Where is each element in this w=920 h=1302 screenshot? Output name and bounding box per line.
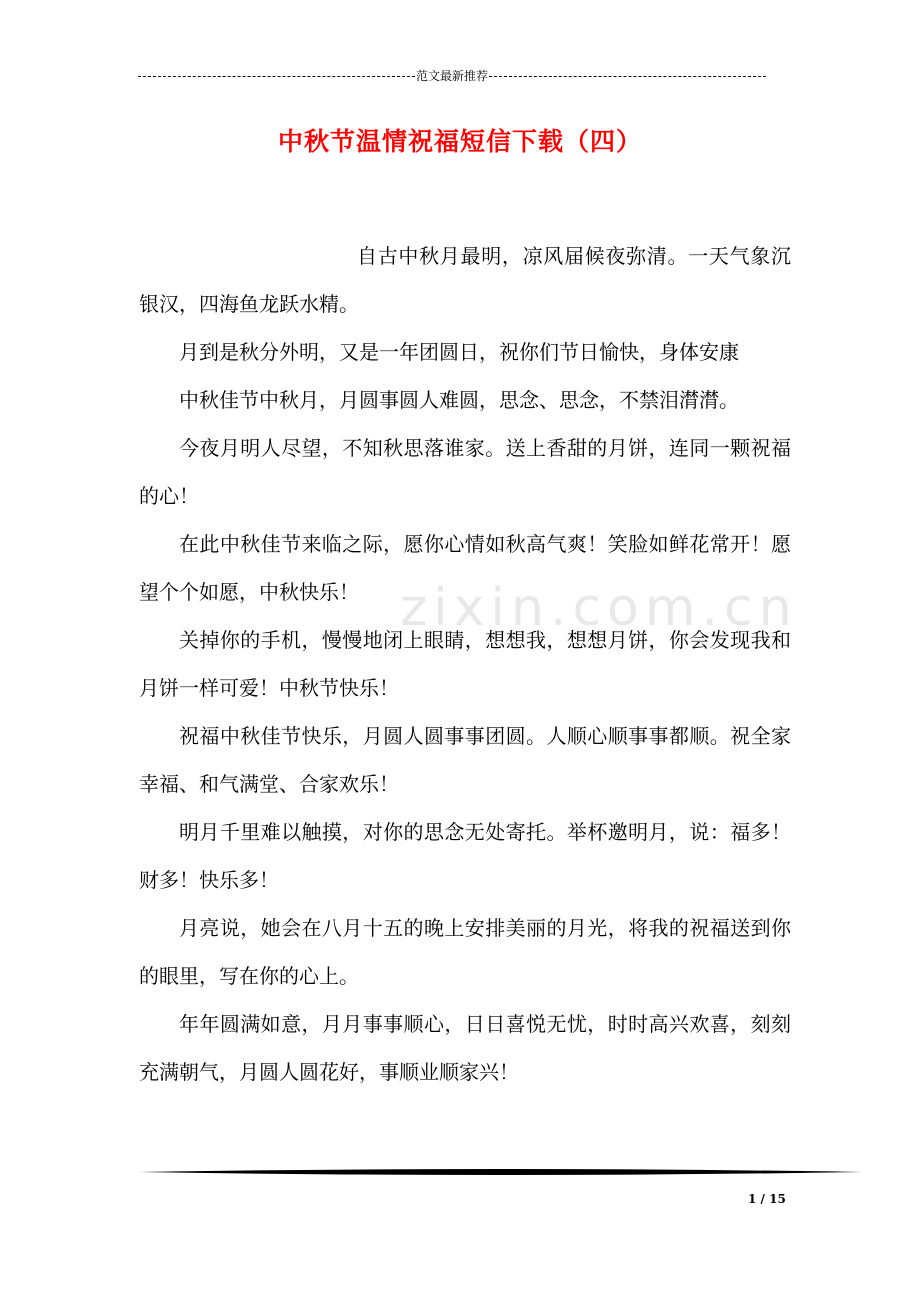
paragraph-2: 月到是秋分外明，又是一年团圆日，祝你们节日愉快，身体安康 [179,340,739,364]
header-dash-right [489,76,766,77]
header-label: 范文最新推荐 [416,69,489,83]
paragraph-3: 中秋佳节中秋月，月圆事圆人难圆，思念、思念，不禁泪潸潸。 [179,388,739,412]
paragraph-8: 明月千里难以触摸，对你的思念无处寄托。举杯邀明月，说：福多！财多！快乐多！ [139,820,791,892]
paragraph-4: 今夜月明人尽望，不知秋思落谁家。送上香甜的月饼，连同一颗祝福的心！ [139,436,791,508]
paragraph-1: 自古中秋月最明，凉风届候夜弥清。一天气象沉银汉，四海鱼龙跃水精。 [139,244,791,316]
paragraph-5: 在此中秋佳节来临之际，愿你心情如秋高气爽！笑脸如鲜花常开！愿望个个如愿，中秋快乐！ [139,532,791,604]
paragraph-7: 祝福中秋佳节快乐，月圆人圆事事团圆。人顺心顺事事都顺。祝全家幸福、和气满堂、合家欢乐！ [139,724,791,796]
paragraph-10: 年年圆满如意，月月事事顺心，日日喜悦无忧，时时高兴欢喜，刻刻充满朝气，月圆人圆花好，事顺业顺家兴！ [139,1012,791,1084]
paragraph-6: 关掉你的手机，慢慢地闭上眼睛，想想我，想想月饼，你会发现我和月饼一样可爱！中秋节快乐！ [139,628,791,700]
page-number: 1 / 15 [748,1192,786,1206]
page-header [138,68,766,84]
header-dash-left [138,76,415,77]
document-title: 中秋节温情祝福短信下载（四） [277,127,642,156]
watermark: zixin.com.cn [400,578,798,638]
footer-rule [139,1166,863,1178]
paragraph-9: 月亮说，她会在八月十五的晚上安排美丽的月光，将我的祝福送到你的眼里，写在你的心上。 [139,916,791,988]
document-body [139,232,791,1096]
